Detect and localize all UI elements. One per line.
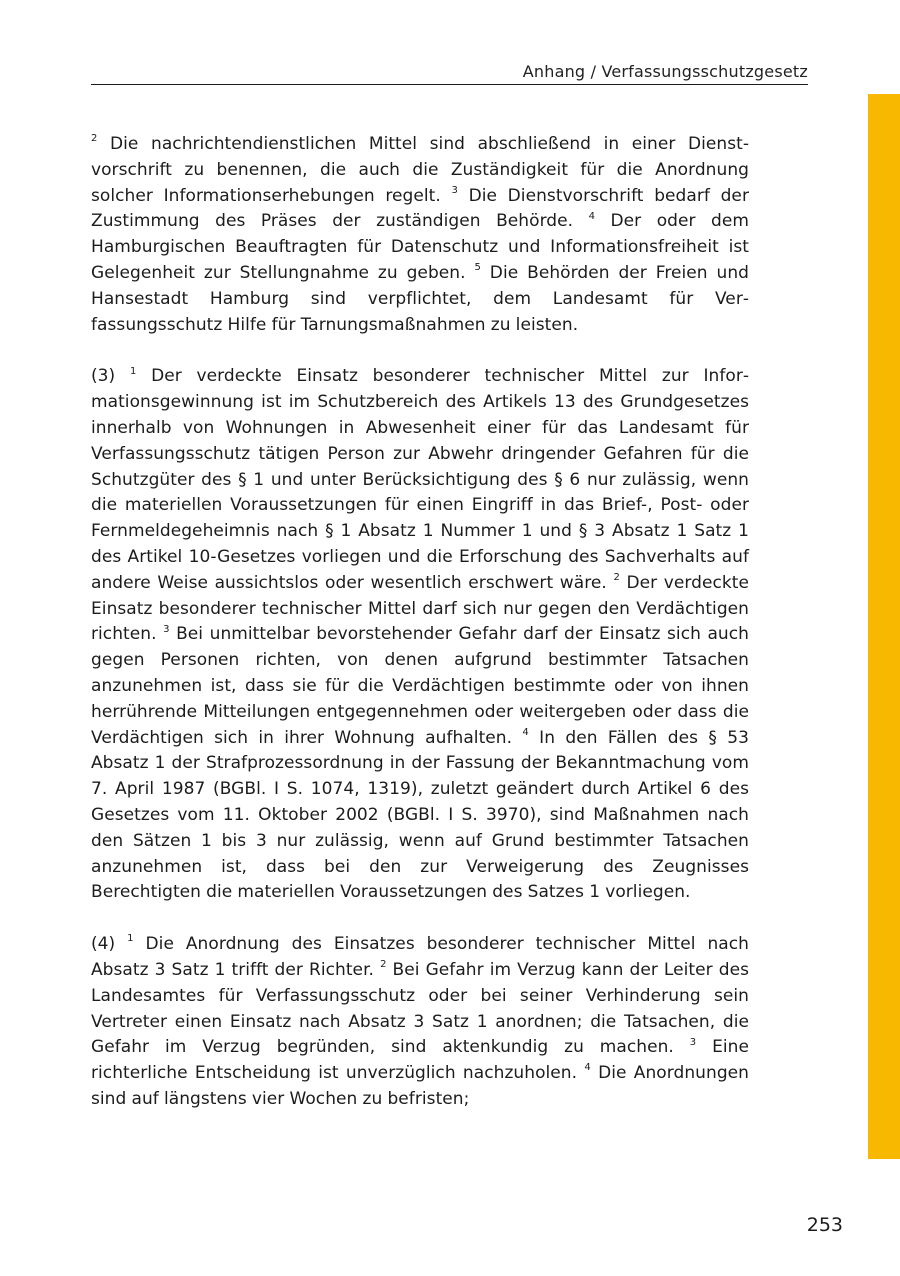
paragraph-4: (4) $^1$ Die Anordnung des Einsatzes besonderer technischer Mittel nach Absatz 3 Satz 1 trifft der Richter. $^2$ Bei Gefahr im Verzug kann der Leiter des Landesamtes für Verfassungsschutz oder bei seiner Verhinderung sein Vertreter einen Einsatz nach Absatz 3 Satz 1 anordnen; die Tatsachen, die Gefahr im Verzug begründen, sind aktenkundig zu machen. $^3$ Eine richterliche Entscheidung ist unverzüglich nachzuholen. $^4$ Die Anordnungen sind auf längstens vier Wochen zu befristen; xyxy=(91,933,749,1109)
running-header xyxy=(91,58,808,85)
page-body xyxy=(91,132,749,1139)
chapter-thumb-tab xyxy=(868,94,900,1159)
page-number: 253 xyxy=(806,1214,843,1236)
header-title: Anhang / Verfassungsschutzgesetz xyxy=(522,62,808,81)
paragraph-3: (3) $^1$ Der verdeckte Einsatz besonderer technischer Mittel zur Informationsgewinnung ist im Schutzbereich des Artikels 13 des Grundgesetzes innerhalb von Wohnungen in Abwesenheit einer für das Landesamt für Verfassungsschutz tätigen Person zur Abwehr dringender Gefahren für die Schutzgüter des § 1 und unter Berücksichtigung des § 6 nur zulässig, wenn die materiellen Voraussetzungen für einen Eingriff in das Brief-, Post- oder Fernmeldegeheimnis nach § 1 Absatz 1 Nummer 1 und § 3 Absatz 1 Satz 1 des Artikel 10-Gesetzes vorliegen und die Erforschung des Sachverhalts auf andere Weise aussichtslos oder wesentlich erschwert wäre. $^2$ Der verdeckte Einsatz besonderer technischer Mittel darf sich nur gegen den Verdächtigen richten. $^3$ Bei unmittelbar bevorstehender Gefahr darf der Einsatz sich auch gegen Personen richten, von denen aufgrund bestimmter Tatsachen anzunehmen ist, dass sie für die Verdächtigen bestimmte oder von ihnen herrührende Mitteilungen entgegennehmen oder weitergeben oder dass die Verdächtigen sich in ihrer Wohnung aufhalten. $^4$ In den Fällen des § 53 Absatz 1 der Strafprozessordnung in der Fassung der Bekanntmachung vom 7. April 1987 (BGBl. I S. 1074, 1319), zuletzt geändert durch Artikel 6 des Gesetzes vom 11. Oktober 2002 (BGBl. I S. 3970), sind Maßnahmen nach den Sätzen 1 bis 3 nur zulässig, wenn auf Grund bestimmter Tatsachen anzunehmen ist, dass bei den zur Verweigerung des Zeugnisses Berechtigten die materiellen Voraussetzungen des Satzes 1 vorliegen. xyxy=(91,365,749,903)
paragraph-2-continued: $^2$ Die nachrichtendienstlichen Mittel sind abschließend in einer Dienstvorschrift zu benennen, die auch die Zuständigkeit für die Anordnung solcher Informationserhebungen regelt. $^3$ Die Dienstvorschrift bedarf der Zustimmung des Präses der zuständigen Behörde. $^4$ Der oder dem Hamburgischen Beauftragten für Datenschutz und Informationsfreiheit ist Gelegenheit zur Stellungnahme zu geben. $^5$ Die Behörden der Freien und Hansestadt Hamburg sind verpflichtet, dem Landesamt für Verfassungsschutz Hilfe für Tarnungsmaßnahmen zu leisten. xyxy=(91,133,750,335)
